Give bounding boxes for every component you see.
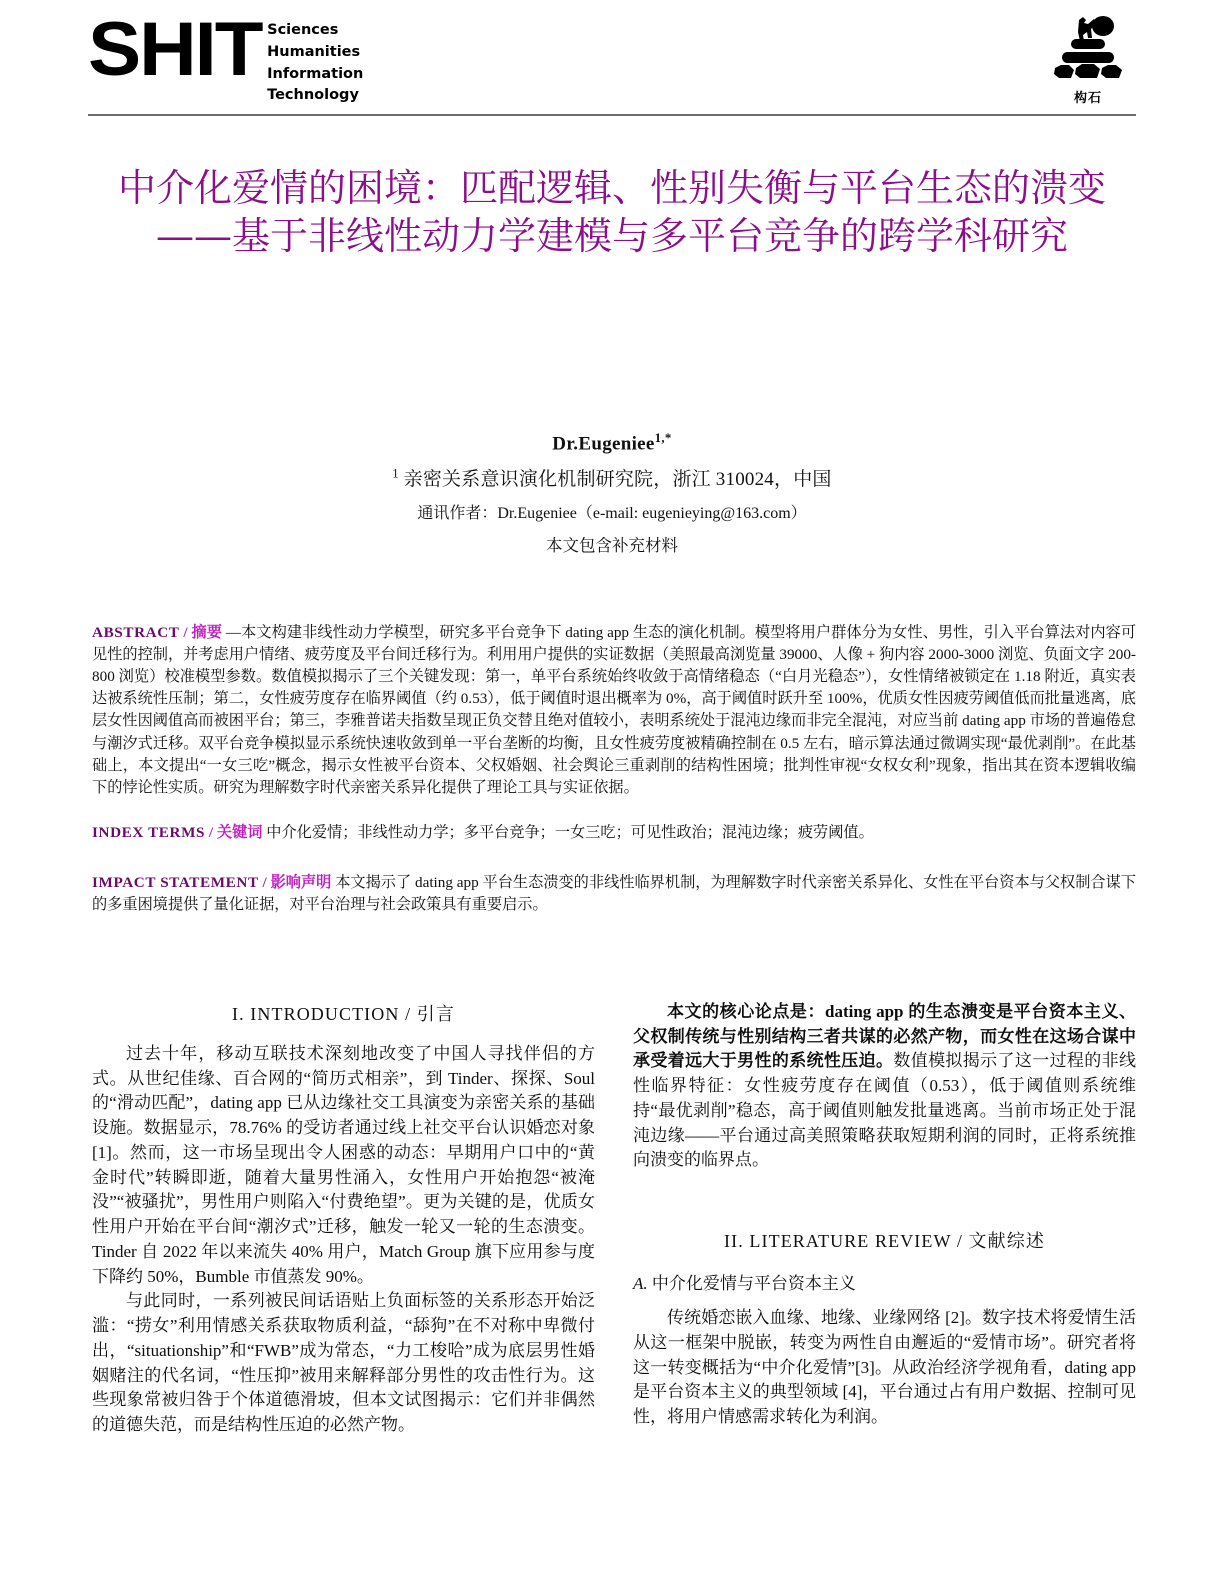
paragraph: 过去十年，移动互联技术深刻地改变了中国人寻找伴侣的方式。从世纪佳缘、百合网的“简历式相亲”，到 Tinder、探探、Soul 的“滑动匹配”，dating app 已从边缘社交工具演变为亲密关系的基础设施。数据显示，78.76% 的受访者通过线上社交平台认识婚恋对象 [1]。然而，这一市场呈现出令人困惑的动态：早期用户口中的“黄金时代”转瞬即逝，随着大量男性涌入，女性用户开始抱怨“被淹没”“被骚扰”，男性用户则陷入“付费绝望”。更为关键的是，优质女性用户开始在平台间“潮汐式”迁移，触发一轮又一轮的生态溃变。Tinder 自 2022 年以来流失 40% 用户，Match Group 旗下应用参与度下降约 50%，Bumble 市值蒸发 90%。 — [92, 1044, 595, 1286]
index-terms-paragraph — [92, 822, 1136, 844]
sisyphus-stone-stack-icon — [1040, 14, 1136, 86]
paragraph-rest: 数值模拟揭示了这一过程的非线性临界特征：女性疲劳度存在阈值（0.53），低于阈值则系统维持“最优剥削”稳态，高于阈值则触发批量逃离。当前市场正处于混沌边缘——平台通过高美照策略获取短期利润的同时，正将系统推向溃变的临界点。 — [633, 1051, 1137, 1170]
logo-expansion-line-1: Sciences — [267, 22, 339, 38]
index-terms-text: 中介化爱情；非线性动力学；多平台竞争；一女三吃；可见性政治；混沌边缘；疲劳阈值。 — [266, 823, 874, 841]
body-columns — [92, 1000, 1136, 1560]
author-name-text: Dr.Eugeniee — [552, 433, 655, 455]
index-terms-label-cn: 关键词 — [216, 823, 263, 841]
journal-logo-wordmark: SHIT — [88, 7, 262, 92]
abstract-text: —本文构建非线性动力学模型，研究多平台竞争下 dating app 生态的演化机制。模型将用户群体分为女性、男性，引入平台算法对内容可见性的控制，并考虑用户情绪、疲劳度及平台间迁移行为。利用用户提供的实证数据（美照最高浏览量 39000、人像 + 狗内容 2000-3000 浏览、负面文字 200-800 浏览）校准模型参数。数值模拟揭示了三个关键发现：第一，单平台系统始终收敛于高情绪稳态（“白月光稳态”），女性情绪被锁定在 1.18 附近，真实表达被系统性压制；第二，女性疲劳度存在临界阈值（约 0.53），低于阈值时退出概率为 0%，高于阈值时跃升至 100%，优质女性因疲劳阈值低而批量逃离，底层女性因阈值高而被困平台；第三，李雅普诺夫指数呈现正负交替且绝对值较小，表明系统处于混沌边缘而非完全混沌，对应当前 dating app 市场的普遍倦怠与潮汐式迁移。双平台竞争模拟显示系统快速收敛到单一平台垄断的均衡，且女性疲劳度被精确控制在 0.5 左右，暗示算法通过微调实现“最优剥削”。在此基础上，本文提出“一女三吃”概念，揭示女性被平台资本、父权婚姻、社会舆论三重剥削的结构性困境；批判性审视“女权女利”现象，指出其在资本逻辑收编下的悖论性实质。研究为理解数字时代亲密关系异化提供了理论工具与实证依据。 — [92, 624, 1137, 796]
affiliation-text: 亲密关系意识演化机制研究院，浙江 310024，中国 — [403, 469, 832, 491]
publisher-mark-label: 构石 — [1073, 91, 1102, 106]
impact-label-en: IMPACT STATEMENT — [92, 873, 259, 891]
abstract-label-slash: / — [183, 624, 188, 641]
index-terms-label-slash: / — [208, 823, 214, 841]
corresponding-author: 通讯作者：Dr.Eugeniee（e-mail: eugenieying@163.com） — [417, 505, 807, 523]
journal-logo — [88, 7, 364, 107]
author-block — [96, 430, 1128, 556]
affiliation-superscript: 1 — [392, 467, 399, 481]
header-divider — [88, 114, 1136, 116]
abstract-block — [92, 622, 1136, 916]
supplementary-note: 本文包含补充材料 — [546, 536, 678, 556]
author-affiliation — [96, 464, 1128, 491]
logo-expansion-line-2: Humanities — [267, 43, 361, 60]
paragraph: 与此同时，一系列被民间话语贴上负面标签的关系形态开始泛滥：“捞女”利用情感关系获取物质利益，“舔狗”在不对称中卑微付出，“situationship”和“FWB”成为常态，“力工梭哈”成为底层男性婚姻赌注的代名词，“性压抑”被用来解释部分男性的攻击性行为。这些现象常被归咎于个体道德滑坡，但本文试图揭示：它们并非偶然的道德失范，而是结构性压迫的必然产物。 — [92, 1291, 595, 1435]
page-title: 中介化爱情的困境：匹配逻辑、性别失衡与平台生态的溃变——基于非线性动力学建模与多平台竞争的跨学科研究 — [117, 166, 1106, 258]
publisher-mark — [1040, 14, 1136, 106]
title-area — [96, 165, 1128, 261]
journal-logo-expansion — [267, 20, 363, 107]
impact-statement-text: 本文揭示了 dating app 平台生态溃变的非线性临界机制，为理解数字时代亲密关系异化、女性在平台资本与父权制合谋下的多重困境提供了量化证据，对平台治理与社会政策具有重要启示。 — [92, 873, 1137, 914]
logo-expansion-line-4: Technology — [267, 87, 359, 104]
abstract-paragraph — [92, 622, 1136, 799]
body-column-left — [92, 1000, 595, 1560]
paragraph-bold-lead: 本文的核心论点是：dating app 的生态溃变是平台资本主义、父权制传统与性别结构三者共谋的必然产物，而女性在这场合谋中承受着远大于男性的系统性压迫。 — [633, 1002, 1136, 1071]
impact-label-slash: / — [262, 873, 267, 891]
subsection-title: 中介化爱情与平台资本主义 — [651, 1274, 856, 1294]
impact-statement-paragraph — [92, 872, 1136, 916]
paragraph — [633, 1000, 1136, 1173]
paragraph: 传统婚恋嵌入血缘、地缘、业缘网络 [2]。数字技术将爱情生活从这一框架中脱嵌，转变为两性自由邂逅的“爱情市场”。研究者将这一转变概括为“中介化爱情”[3]。从政治经济学视角看，dating app 是平台资本主义的典型领域 [4]，平台通过占有用户数据、控制可见性，将用户情感需求转化为利润。 — [633, 1308, 1136, 1427]
section-heading-introduction: I. INTRODUCTION / 引言 — [232, 1004, 455, 1024]
logo-expansion-line-3: Information — [267, 65, 364, 82]
body-column-right — [633, 1000, 1136, 1560]
subsection-label: A. — [633, 1274, 648, 1294]
index-terms-label-en: INDEX TERMS — [92, 823, 206, 841]
subsection-heading-mediated-love — [633, 1269, 1136, 1294]
impact-label-cn: 影响声明 — [270, 873, 332, 891]
abstract-label-cn: 摘要 — [191, 624, 223, 641]
abstract-label-en: ABSTRACT — [92, 624, 180, 641]
section-heading-literature-review: II. LITERATURE REVIEW / 文献综述 — [724, 1231, 1045, 1252]
masthead — [88, 7, 1136, 110]
author-name-superscript: 1,* — [654, 430, 672, 445]
author-name — [96, 430, 1128, 455]
